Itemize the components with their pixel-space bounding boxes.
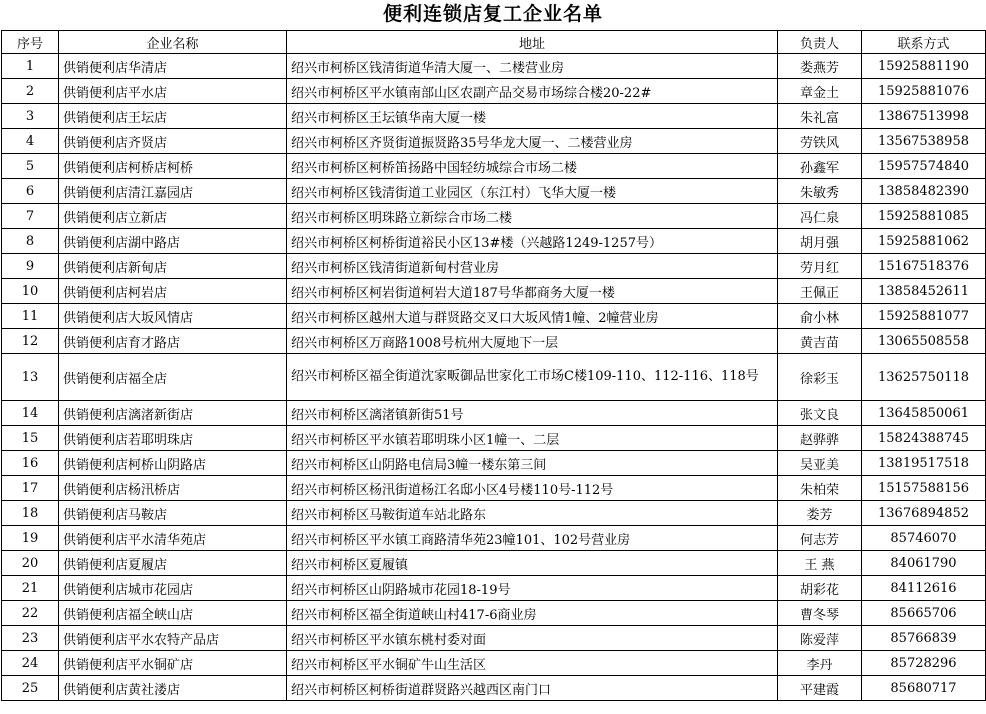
- table-row: [2, 254, 986, 279]
- store-address: 绍兴市柯桥区柯桥街道群贤路兴越西区南门口: [287, 676, 778, 701]
- contact-person: 劳月红: [778, 254, 862, 279]
- store-address: 绍兴市柯桥区万商路1008号杭州大厦地下一层: [287, 329, 778, 354]
- contact-person: 平建霞: [778, 676, 862, 701]
- row-number: 20: [2, 551, 59, 576]
- row-number: 18: [2, 501, 59, 526]
- store-name: 供销便利店城市花园店: [59, 576, 287, 601]
- store-address: 绍兴市柯桥区平水铜矿牛山生活区: [287, 651, 778, 676]
- store-name: 供销便利店平水农特产品店: [59, 626, 287, 651]
- contact-phone: 15925881077: [862, 304, 986, 329]
- contact-phone: 15824388745: [862, 426, 986, 451]
- store-address: 绍兴市柯桥区杨汛街道杨江名邸小区4号楼110号-112号: [287, 476, 778, 501]
- row-number: 11: [2, 304, 59, 329]
- table-row: [2, 676, 986, 701]
- contact-person: 胡彩花: [778, 576, 862, 601]
- store-name: 供销便利店新甸店: [59, 254, 287, 279]
- row-number: 13: [2, 354, 59, 401]
- row-number: 19: [2, 526, 59, 551]
- contact-person: 朱柏荣: [778, 476, 862, 501]
- row-number: 9: [2, 254, 59, 279]
- table-row: [2, 204, 986, 229]
- contact-phone: 84061790: [862, 551, 986, 576]
- store-address: 绍兴市柯桥区柯岩街道柯岩大道187号华都商务大厦一楼: [287, 279, 778, 304]
- row-number: 2: [2, 79, 59, 104]
- store-address: 绍兴市柯桥区山阴路城市花园18-19号: [287, 576, 778, 601]
- store-name: 供销便利店湖中路店: [59, 229, 287, 254]
- row-number: 14: [2, 401, 59, 426]
- store-name: 供销便利店齐贤店: [59, 129, 287, 154]
- row-number: 25: [2, 676, 59, 701]
- store-name: 供销便利店平水清华苑店: [59, 526, 287, 551]
- contact-phone: 13625750118: [862, 354, 986, 401]
- contact-person: 娄芳: [778, 501, 862, 526]
- store-name: 供销便利店大坂风情店: [59, 304, 287, 329]
- store-address: 绍兴市柯桥区柯桥街道裕民小区13#楼（兴越路1249-1257号）: [287, 229, 778, 254]
- store-address: 绍兴市柯桥区夏履镇: [287, 551, 778, 576]
- contact-person: 王 燕: [778, 551, 862, 576]
- contact-person: 赵骅骅: [778, 426, 862, 451]
- row-number: 16: [2, 451, 59, 476]
- contact-phone: 85746070: [862, 526, 986, 551]
- store-address: 绍兴市柯桥区平水镇南部山区农副产品交易市场综合楼20-22#: [287, 79, 778, 104]
- contact-phone: 13858482390: [862, 179, 986, 204]
- contact-phone: 13819517518: [862, 451, 986, 476]
- contact-person: 曹冬琴: [778, 601, 862, 626]
- contact-person: 冯仁泉: [778, 204, 862, 229]
- contact-phone: 15925881085: [862, 204, 986, 229]
- store-address: 绍兴市柯桥区柯桥笛扬路中国轻纺城综合市场二楼: [287, 154, 778, 179]
- store-name: 供销便利店育才路店: [59, 329, 287, 354]
- table-row: [2, 54, 986, 79]
- table-row: [2, 329, 986, 354]
- contact-phone: 15957574840: [862, 154, 986, 179]
- table-row: [2, 601, 986, 626]
- header-phone: 联系方式: [862, 31, 986, 54]
- store-name: 供销便利店漓渚新街店: [59, 401, 287, 426]
- store-name: 供销便利店福全峡山店: [59, 601, 287, 626]
- store-address: 绍兴市柯桥区越州大道与群贤路交叉口大坂风情1幢、2幢营业房: [287, 304, 778, 329]
- row-number: 12: [2, 329, 59, 354]
- store-name: 供销便利店福全店: [59, 354, 287, 401]
- row-number: 17: [2, 476, 59, 501]
- store-address: 绍兴市柯桥区钱清街道新甸村营业房: [287, 254, 778, 279]
- contact-person: 黄吉苗: [778, 329, 862, 354]
- store-name: 供销便利店夏履店: [59, 551, 287, 576]
- store-address: 绍兴市柯桥区平水镇若耶明珠小区1幢一、二层: [287, 426, 778, 451]
- store-address: 绍兴市柯桥区钱清街道工业园区（东江村）飞华大厦一楼: [287, 179, 778, 204]
- store-name: 供销便利店柯岩店: [59, 279, 287, 304]
- row-number: 15: [2, 426, 59, 451]
- table-row: [2, 304, 986, 329]
- store-name: 供销便利店清江嘉园店: [59, 179, 287, 204]
- store-name: 供销便利店平水铜矿店: [59, 651, 287, 676]
- table-row: [2, 501, 986, 526]
- store-name: 供销便利店华清店: [59, 54, 287, 79]
- store-address: 绍兴市柯桥区明珠路立新综合市场二楼: [287, 204, 778, 229]
- contact-person: 何志芳: [778, 526, 862, 551]
- store-address: 绍兴市柯桥区漓渚镇新街51号: [287, 401, 778, 426]
- contact-person: 李丹: [778, 651, 862, 676]
- contact-person: 朱敏秀: [778, 179, 862, 204]
- table-row: [2, 229, 986, 254]
- contact-person: 胡月强: [778, 229, 862, 254]
- contact-phone: 13645850061: [862, 401, 986, 426]
- contact-phone: 84112616: [862, 576, 986, 601]
- row-number: 23: [2, 626, 59, 651]
- store-table: [1, 30, 986, 701]
- table-row: [2, 154, 986, 179]
- contact-phone: 15925881190: [862, 54, 986, 79]
- store-name: 供销便利店平水店: [59, 79, 287, 104]
- contact-person: 俞小林: [778, 304, 862, 329]
- store-address: 绍兴市柯桥区马鞍街道车站北路东: [287, 501, 778, 526]
- header-person: 负责人: [778, 31, 862, 54]
- table-header-row: [2, 31, 986, 54]
- table-row: [2, 651, 986, 676]
- store-address: 绍兴市柯桥区福全街道沈家畈御品世家化工市场C楼109-110、112-116、118号: [287, 354, 778, 401]
- row-number: 24: [2, 651, 59, 676]
- store-address: 绍兴市柯桥区钱清街道华清大厦一、二楼营业房: [287, 54, 778, 79]
- header-address: 地址: [287, 31, 778, 54]
- contact-person: 孙鑫军: [778, 154, 862, 179]
- table-row: [2, 179, 986, 204]
- contact-person: 朱礼富: [778, 104, 862, 129]
- store-address: 绍兴市柯桥区王坛镇华南大厦一楼: [287, 104, 778, 129]
- contact-phone: 13065508558: [862, 329, 986, 354]
- table-row: [2, 476, 986, 501]
- contact-person: 陈爱萍: [778, 626, 862, 651]
- page-title: 便利连锁店复工企业名单: [382, 3, 603, 25]
- table-row: [2, 451, 986, 476]
- contact-phone: 85680717: [862, 676, 986, 701]
- table-row: [2, 526, 986, 551]
- store-name: 供销便利店柯桥店柯桥: [59, 154, 287, 179]
- store-address: 绍兴市柯桥区平水镇工商路清华苑23幢101、102号营业房: [287, 526, 778, 551]
- store-name: 供销便利店立新店: [59, 204, 287, 229]
- table-row: [2, 426, 986, 451]
- contact-person: 徐彩玉: [778, 354, 862, 401]
- table-row: [2, 354, 986, 401]
- row-number: 22: [2, 601, 59, 626]
- table-row: [2, 279, 986, 304]
- row-number: 7: [2, 204, 59, 229]
- table-row: [2, 79, 986, 104]
- header-no: 序号: [2, 31, 59, 54]
- table-row: [2, 576, 986, 601]
- contact-phone: 85665706: [862, 601, 986, 626]
- table-row: [2, 104, 986, 129]
- contact-person: 劳铁风: [778, 129, 862, 154]
- table-row: [2, 551, 986, 576]
- store-address: 绍兴市柯桥区山阴路电信局3幢一楼东第三间: [287, 451, 778, 476]
- store-address: 绍兴市柯桥区齐贤街道振贤路35号华龙大厦一、二楼营业房: [287, 129, 778, 154]
- row-number: 1: [2, 54, 59, 79]
- contact-person: 吴亚美: [778, 451, 862, 476]
- contact-phone: 15925881076: [862, 79, 986, 104]
- row-number: 10: [2, 279, 59, 304]
- contact-phone: 85728296: [862, 651, 986, 676]
- table-row: [2, 129, 986, 154]
- store-name: 供销便利店若耶明珠店: [59, 426, 287, 451]
- contact-phone: 13676894852: [862, 501, 986, 526]
- contact-phone: 85766839: [862, 626, 986, 651]
- store-name: 供销便利店马鞍店: [59, 501, 287, 526]
- contact-phone: 13858452611: [862, 279, 986, 304]
- store-address: 绍兴市柯桥区福全街道峡山村417-6商业房: [287, 601, 778, 626]
- table-row: [2, 401, 986, 426]
- row-number: 6: [2, 179, 59, 204]
- contact-phone: 13867513998: [862, 104, 986, 129]
- store-name: 供销便利店柯桥山阴路店: [59, 451, 287, 476]
- contact-phone: 13567538958: [862, 129, 986, 154]
- contact-person: 娄燕芳: [778, 54, 862, 79]
- store-name: 供销便利店黄社溇店: [59, 676, 287, 701]
- contact-phone: 15157588156: [862, 476, 986, 501]
- contact-person: 王佩正: [778, 279, 862, 304]
- row-number: 8: [2, 229, 59, 254]
- header-name: 企业名称: [59, 31, 287, 54]
- store-name: 供销便利店王坛店: [59, 104, 287, 129]
- row-number: 21: [2, 576, 59, 601]
- store-name: 供销便利店杨汛桥店: [59, 476, 287, 501]
- contact-phone: 15167518376: [862, 254, 986, 279]
- contact-phone: 15925881062: [862, 229, 986, 254]
- row-number: 3: [2, 104, 59, 129]
- row-number: 4: [2, 129, 59, 154]
- row-number: 5: [2, 154, 59, 179]
- table-row: [2, 626, 986, 651]
- store-address: 绍兴市柯桥区平水镇东桃村委对面: [287, 626, 778, 651]
- contact-person: 章金土: [778, 79, 862, 104]
- contact-person: 张文良: [778, 401, 862, 426]
